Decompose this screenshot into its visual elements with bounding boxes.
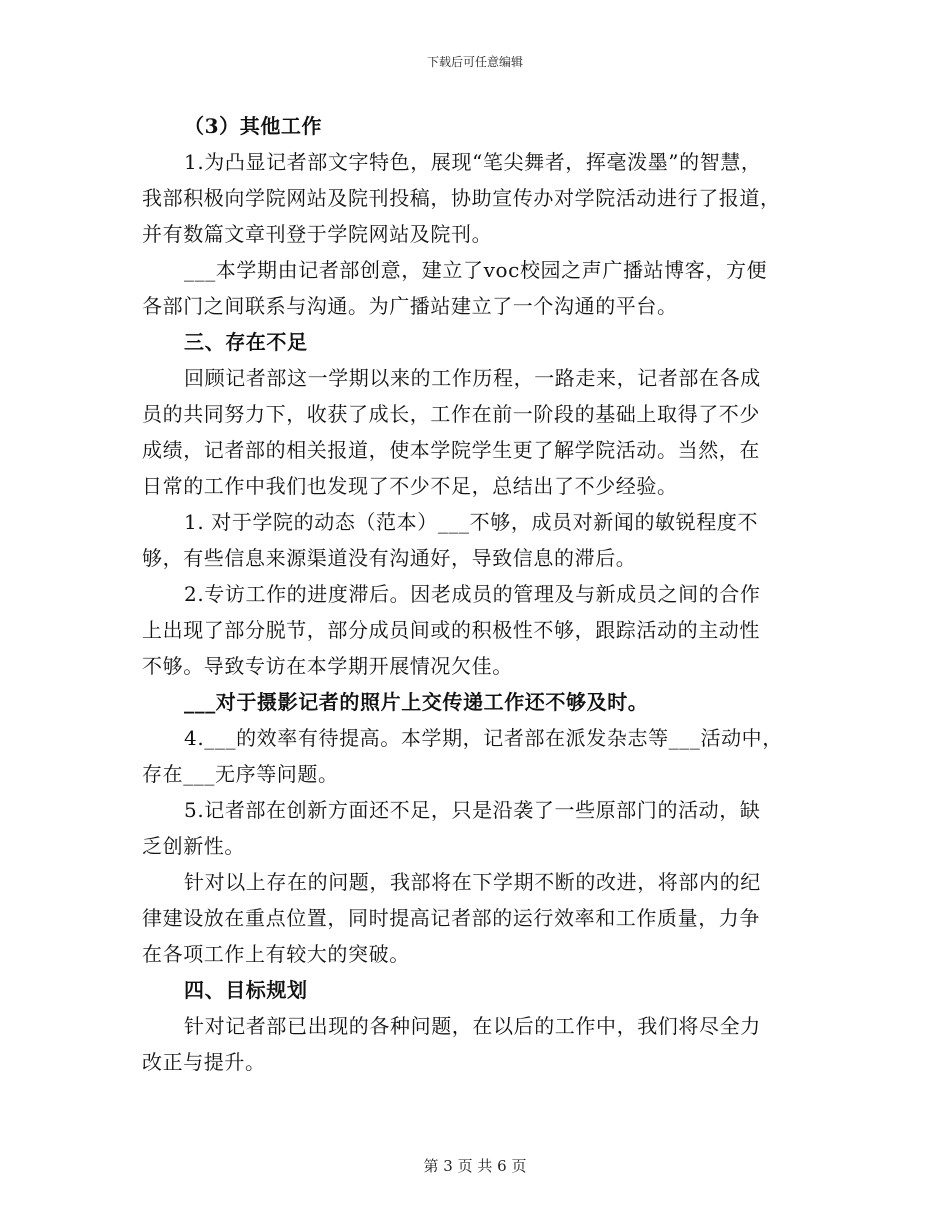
text-line: 日常的工作中我们也发现了不少不足，总结出了不少经验。 — [142, 474, 678, 498]
document-body — [142, 108, 810, 1080]
text-line: 5.记者部在创新方面还不足，只是沿袭了一些原部门的活动，缺 — [184, 798, 761, 822]
text-line: 针对以上存在的问题，我部将在下学期不断的改进，将部内的纪 — [184, 870, 761, 894]
text-line: 存在___无序等问题。 — [142, 762, 339, 786]
text-line: 2.专访工作的进度滞后。因老成员的管理及与新成员之间的合作 — [184, 582, 761, 606]
page-footer: 第 3 页 共 6 页 — [423, 1157, 527, 1175]
text-line: 成绩，记者部的相关报道，使本学院学生更了解学院活动。当然，在 — [142, 438, 760, 462]
text-line: 员的共同努力下，收获了成长，工作在前一阶段的基础上取得了不少 — [142, 402, 760, 426]
text-line: 不够。导致专访在本学期开展情况欠佳。 — [142, 654, 513, 678]
text-line: 在各项工作上有较大的突破。 — [142, 942, 410, 966]
text-line: ___本学期由记者部创意，建立了voc校园之声广播站博客，方便 — [184, 258, 768, 282]
text-line: 4.___的效率有待提高。本学期，记者部在派发杂志等___活动中， — [184, 726, 783, 750]
text-line: 够，有些信息来源渠道没有沟通好，导致信息的滞后。 — [142, 546, 637, 570]
text-line: 乏创新性。 — [142, 834, 245, 858]
text-line: 各部门之间联系与沟通。为广播站建立了一个沟通的平台。 — [142, 294, 678, 318]
text-line: 1.为凸显记者部文字特色，展现“笔尖舞者，挥毫泼墨”的智慧， — [184, 150, 762, 174]
text-line: ___对于摄影记者的照片上交传递工作还不够及时。 — [184, 690, 649, 714]
text-line: 针对记者部已出现的各种问题，在以后的工作中，我们将尽全力 — [184, 1014, 761, 1038]
page-header: 下载后可任意编辑 — [426, 55, 523, 69]
text-line: 我部积极向学院网站及院刊投稿，协助宣传办对学院活动进行了报道， — [142, 186, 781, 210]
text-line: 并有数篇文章刊登于学院网站及院刊。 — [142, 222, 493, 246]
text-line: 三、存在不足 — [184, 330, 308, 354]
text-line: 改正与提升。 — [142, 1050, 266, 1074]
text-line: 四、目标规划 — [184, 978, 308, 1002]
text-line: （3）其他工作 — [184, 114, 323, 138]
text-line: 回顾记者部这一学期以来的工作历程，一路走来，记者部在各成 — [184, 366, 761, 390]
text-line: 上出现了部分脱节，部分成员间或的积极性不够，跟踪活动的主动性 — [142, 618, 760, 642]
text-line: 律建设放在重点位置，同时提高记者部的运行效率和工作质量，力争 — [142, 906, 760, 930]
text-line: 1. 对于学院的动态（范本）___不够，成员对新闻的敏锐程度不 — [184, 510, 759, 534]
